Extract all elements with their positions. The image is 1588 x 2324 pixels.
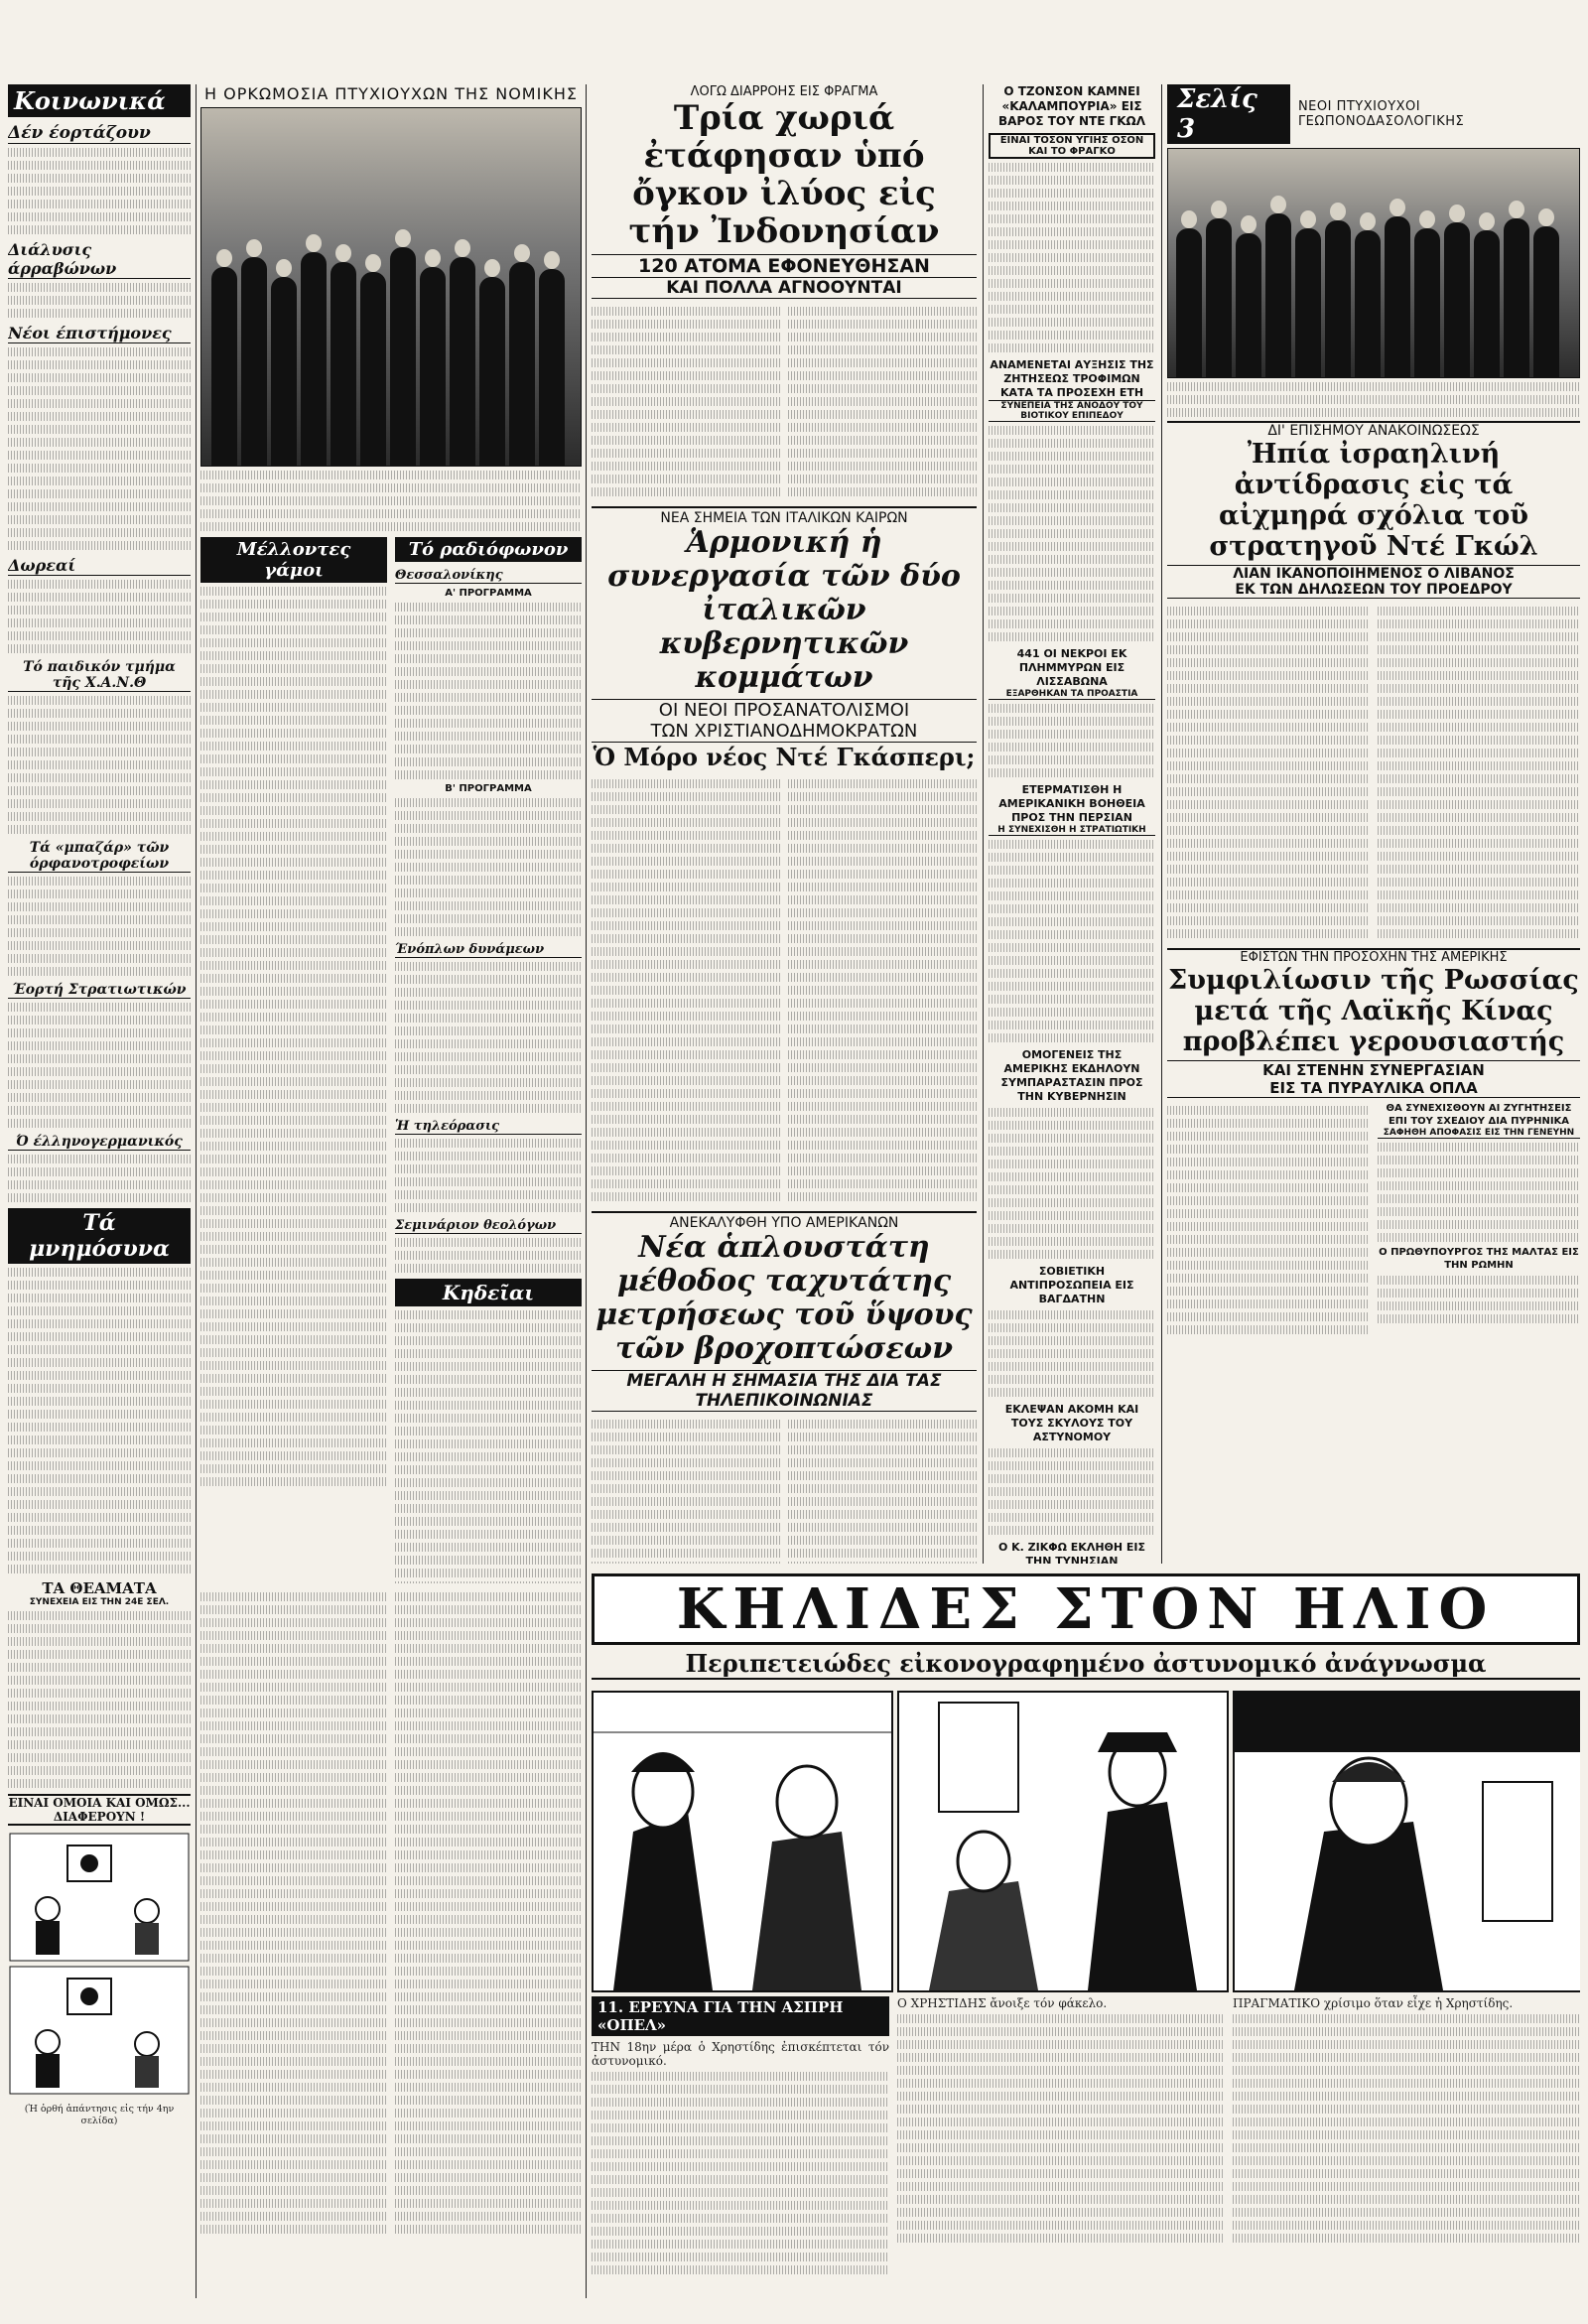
agriculture-photo-title: ΝΕΟΙ ΠΤΥΧΙΟΥΧΟΙ ΓΕΩΠΟΝΟΔΑΣΟΛΟΓΙΚΗΣ — [1297, 99, 1465, 129]
geneva-subcolumn — [1378, 1102, 1580, 1338]
photo-caption — [1167, 382, 1580, 417]
section-weddings: Μέλλοντες γάμοι — [200, 537, 387, 583]
two-subcolumns — [200, 537, 582, 1583]
johnson-headline: Ο ΤΖΟΝΣΟΝ ΚΑΜΝΕΙ «ΚΑΛΑΜΠΟΥΡΙΑ» ΕΙΣ ΒΑΡΟΣ ΤΟΥ ΝΤΕ ΓΚΩΛ — [997, 84, 1146, 128]
text-block — [8, 580, 191, 653]
food-sub: ΣΥΝΕΠΕΙΑ ΤΗΣ ΑΝΟΔΟΥ ΤΟΥ ΒΙΟΤΙΚΟΥ ΕΠΙΠΕΔΟΥ — [989, 400, 1155, 422]
television: Ἡ τηλεόρασις — [395, 1119, 582, 1135]
americas-headline: ΟΜΟΓΕΝΕΙΣ ΤΗΣ ΑΜΕΡΙΚΗΣ ΕΚΔΗΛΟΥΝ ΣΥΜΠΑΡΑΣΤΑΣΙΝ ΠΡΟΣ ΤΗΝ ΚΥΒΕΡΝΗΣΙΝ — [1000, 1048, 1143, 1103]
program-b: Β' ΠΡΟΓΡΑΜΜΑ — [445, 783, 532, 794]
text-block — [395, 1139, 582, 1212]
text-block — [8, 1003, 191, 1128]
section-radio: Τό ραδιόφωνον — [395, 537, 582, 562]
text-block — [200, 1592, 387, 2234]
comic-panel-1-art — [594, 1693, 891, 1990]
comic-text-3 — [1233, 1996, 1580, 2247]
text-block — [395, 798, 582, 936]
text-block — [1378, 1276, 1580, 1323]
text-block — [989, 426, 1155, 641]
photo-caption — [200, 471, 582, 531]
text-block — [8, 148, 191, 234]
russia-deck-2: ΕΙΣ ΤΑ ΠΥΡΑΥΛΙΚΑ ΟΠΛΑ — [1167, 1079, 1580, 1098]
heading-theatres: ΤΑ ΘΕΑΜΑΤΑ — [42, 1579, 157, 1597]
comic-episode-title: 11. ΕΡΕΥΝΑ ΓΙΑ ΤΗΝ ΑΣΠΡΗ «ΟΠΕΛ» — [592, 1996, 889, 2036]
heading-new-scientists: Νέοι έπιστήμονες — [8, 324, 191, 343]
heading-not-celebrating: Δέν έορτάζουν — [8, 123, 191, 144]
text-block — [8, 1155, 191, 1202]
theatres-continued: ΣΥΝΕΧΕΙΑ ΕΙΣ ΤΗΝ 24Ε ΣΕΛ. — [29, 1597, 170, 1607]
armed-forces: Ένόπλων δυνάμεων — [395, 942, 582, 958]
italy-body — [592, 775, 977, 1205]
section-memorial: Τά μνημόσυνα — [8, 1208, 191, 1264]
israel-kicker: ΔΙ' ΕΠΙΣΗΜΟΥ ΑΝΑΚΟΙΝΩΣΕΩΣ — [1167, 421, 1580, 439]
johnson-sub: ΕΙΝΑΙ ΤΟΣΟΝ ΥΓΙΗΣ ΟΣΟΝ ΚΑΙ ΤΟ ΦΡΑΓΚΟ — [989, 133, 1155, 159]
heading-engagements: Διάλυσις άρραβώνων — [8, 240, 191, 279]
text-block — [395, 1310, 582, 1583]
comic-caption-1: ΤΗΝ 18ην μέρα ὁ Χρηστίδης ἐπισκέπτεται τόν ἀστυνομικό. — [592, 2040, 889, 2068]
text-block — [395, 1592, 582, 2234]
text-block — [989, 1310, 1155, 1397]
column-rule — [983, 84, 984, 1564]
us-kicker: ΑΝΕΚΑΛΥΦΘΗ ΥΠΟ ΑΜΕΡΙΚΑΝΩΝ — [592, 1211, 977, 1231]
column-rule — [1161, 84, 1162, 1564]
column-rule — [586, 84, 587, 2298]
comic-caption-3: ΠΡΑΓΜΑΤΙΚΟ χρίσιμο ὅταν εἶχε ἡ Χρηστίδης. — [1233, 1996, 1514, 2010]
food-headline: ΑΝΑΜΕΝΕΤΑΙ ΑΥΞΗΣΙΣ ΤΗΣ ΖΗΤΗΣΕΩΣ ΤΡΟΦΙΜΩΝ ΚΑΤΑ ΤΑ ΠΡΟΣΕΧΗ ΕΤΗ — [990, 358, 1154, 399]
us-body — [592, 1416, 977, 1564]
indonesia-deck-2: ΚΑΙ ΠΟΛΛΑ ΑΓΝΟΟΥΝΤΑΙ — [592, 278, 977, 299]
text-block — [989, 1448, 1155, 1535]
comic-panel-1 — [592, 1691, 893, 1992]
indonesia-deck-1: 120 ΑΤΟΜΑ ΕΦΟΝΕΥΘΗΣΑΝ — [592, 254, 977, 278]
radio-subcolumn — [395, 537, 582, 1583]
page-header — [1167, 84, 1580, 144]
israel-deck-1: ΛΙΑΝ ΙΚΑΝΟΠΟΙΗΜΕΝΟΣ Ο ΛΙΒΑΝΟΣ — [1167, 565, 1580, 582]
heading-military: Έορτή Στρατιωτικών — [8, 982, 191, 999]
dogs-headline: ΕΚΛΕΨΑΝ ΑΚΟΜΗ ΚΑΙ ΤΟΥΣ ΣΚΥΛΟΥΣ ΤΟΥ ΑΣΤΥΝΟΜΟΥ — [1004, 1403, 1139, 1443]
geneva-headline: ΘΑ ΣΥΝΕΧΙΣΘΟΥΝ ΑΙ ΖΥΓΗΤΗΣΕΙΣ ΕΠΙ ΤΟΥ ΣΧΕΔΙΟΥ ΔΙΑ ΠΥΡΗΝΙΚΑ — [1386, 1103, 1572, 1127]
heading-gifts: Δωρεαί — [8, 556, 191, 576]
text-block — [8, 1611, 191, 1788]
text-block — [395, 962, 582, 1113]
seminary: Σεμινάριον θεολόγων — [395, 1218, 582, 1234]
us-deck: ΜΕΓΑΛΗ Η ΣΗΜΑΣΙΑ ΤΗΣ ΔΙΑ ΤΑΣ ΤΗΛΕΠΙΚΟΙΝΩΝΙΑΣ — [592, 1370, 977, 1412]
comic-title: ΚΗΛΙΔΕΣ ΣΤΟΝ ΗΛΙΟ — [592, 1573, 1580, 1645]
page-number-label: Σελίς 3 — [1167, 84, 1290, 144]
comic-text-2 — [897, 1996, 1225, 2247]
malta-headline: Ο ΠΡΩΘΥΠΟΥΡΓΟΣ ΤΗΣ ΜΑΛΤΑΣ ΕΙΣ ΤΗΝ ΡΩΜΗΝ — [1379, 1247, 1579, 1271]
geneva-sub: ΣΑΦΗΘΗ ΑΠΟΦΑΣΙΣ ΕΙΣ ΤΗΝ ΓΕΝΕΥΗΝ — [1378, 1128, 1580, 1139]
text-block — [8, 1268, 191, 1573]
israel-deck-2: ΕΚ ΤΩΝ ΔΗΛΩΣΕΩΝ ΤΟΥ ΠΡΟΕΔΡΟΥ — [1167, 582, 1580, 599]
heading-education: Ό έλληνογερμανικός — [8, 1134, 191, 1151]
indonesia-body — [592, 303, 977, 500]
heading-charity: Τό παιδικόν τμήμα τῆς Χ.Α.Ν.Θ — [8, 659, 191, 692]
cartoon-answer-note: (Ἡ ὀρθή ἀπάντησις εἰς τήν 4ην σελίδα) — [24, 2104, 175, 2126]
comic-text-1 — [592, 1996, 889, 2278]
cartoon-panel-top — [10, 1834, 189, 1961]
indonesia-headline: Τρία χωριά ἐτάφησαν ὑπό ὄγκον ἰλύος εἰς τήν Ἰνδονησίαν — [628, 98, 940, 251]
law-graduates-photo — [200, 107, 582, 467]
russia-headline: Συμφιλίωσιν τῆς Ρωσσίας μετά τῆς Λαϊκῆς Κίνας προβλέπει γερουσιαστής — [1168, 965, 1579, 1057]
comic-strip — [592, 1573, 1580, 2310]
photo-title: Η ΟΡΚΩΜΟΣΙΑ ΠΤΥΧΙΟΥΧΩΝ ΤΗΣ ΝΟΜΙΚΗΣ — [204, 84, 578, 103]
text-block — [395, 1238, 582, 1273]
comic-panel-2-art — [899, 1693, 1227, 1990]
cartoon-panel-bottom — [10, 1967, 189, 2094]
text-block — [8, 696, 191, 834]
russia-deck-1: ΚΑΙ ΣΤΕΝΗΝ ΣΥΝΕΡΓΑΣΙΑΝ — [1167, 1060, 1580, 1079]
agriculture-graduates-photo — [1167, 148, 1580, 378]
us-headline: Νέα ἁπλουστάτη μέθοδος ταχυτάτης μετρήσεως τοῦ ὕψους τῶν βροχοπτώσεων — [596, 1230, 973, 1366]
radio-city: Θεσσαλονίκης — [395, 568, 582, 584]
aid-headline: ΕΤΕΡΜΑΤΙΣΘΗ Η ΑΜΕΡΙΚΑΝΙΚΗ ΒΟΗΘΕΙΑ ΠΡΟΣ ΤΗΝ ΠΕΡΣΙΑΝ — [998, 783, 1145, 824]
law-graduates-column — [200, 84, 582, 1583]
italy-deck-2: ΤΩΝ ΧΡΙΣΤΙΑΝΟΔΗΜΟΚΡΑΤΩΝ — [592, 721, 977, 743]
russia-body — [1167, 1102, 1580, 1338]
italy-deck-3: Ὁ Μόρο νέος Ντέ Γκάσπερι; — [593, 743, 976, 771]
russia-kicker: ΕΦΙΣΤΩΝ ΤΗΝ ΠΡΟΣΟΧΗΝ ΤΗΣ ΑΜΕΡΙΚΗΣ — [1167, 948, 1580, 965]
news-briefs-column — [989, 84, 1155, 1564]
text-block — [395, 603, 582, 779]
floods-sub: ΕΞΑΡΘΗΚΑΝ ΤΑ ΠΡΟΑΣΤΙΑ — [989, 689, 1155, 700]
text-block — [8, 347, 191, 550]
comic-subtitle: Περιπετειώδες εἰκονογραφημένο ἀστυνομικό ἀνάγνωσμα — [592, 1649, 1580, 1680]
comic-panel-3-art — [1235, 1693, 1580, 1990]
text-block — [8, 283, 191, 318]
israel-russia-column — [1167, 84, 1580, 1564]
aid-sub: Η ΣΥΝΕΧΙΣΘΗ Η ΣΤΡΑΤΙΩΤΙΚΗ — [989, 825, 1155, 836]
social-column — [8, 84, 191, 2308]
indonesia-kicker: ΛΟΓΩ ΔΙΑΡΡΟΗΣ ΕΙΣ ΦΡΑΓΜΑ — [690, 84, 878, 99]
text-block — [989, 1108, 1155, 1259]
israel-body — [1167, 603, 1580, 942]
text-block — [8, 877, 191, 976]
column-rule — [196, 84, 197, 2298]
soviet-headline: ΣΟΒΙΕΤΙΚΗ ΑΝΤΙΠΡΟΣΩΠΕΙΑ ΕΙΣ ΒΑΓΔΑΤΗΝ — [1009, 1265, 1134, 1305]
israel-headline: Ἠπία ἰσραηλινή ἀντίδρασις εἰς τά αἰχμηρά σχόλια τοῦ στρατηγοῦ Ντέ Γκώλ — [1209, 439, 1538, 562]
comic-panel-3 — [1233, 1691, 1580, 1992]
weddings-continued — [200, 1588, 387, 2303]
italy-deck-1: ΟΙ ΝΕΟΙ ΠΡΟΣΑΝΑΤΟΛΙΣΜΟΙ — [592, 699, 977, 721]
funerals-continued — [395, 1588, 582, 2303]
section-funerals: Κηδεῖαι — [395, 1279, 582, 1306]
floods-headline: 441 ΟΙ ΝΕΚΡΟΙ ΕΚ ΠΛΗΜΜΥΡΩΝ ΕΙΣ ΛΙΣΣΑΒΩΝΑ — [1016, 647, 1127, 688]
text-block — [989, 840, 1155, 1042]
italy-kicker: ΝΕΑ ΣΗΜΕΙΑ ΤΩΝ ΙΤΑΛΙΚΩΝ ΚΑΙΡΩΝ — [592, 506, 977, 526]
indonesia-italy-column — [592, 84, 977, 1564]
heading-orphanage: Τά «μπαζάρ» τῶν όρφανοτροφείων — [8, 840, 191, 873]
spot-the-difference-cartoon — [8, 1832, 191, 2100]
text-block — [989, 704, 1155, 777]
italy-headline: Ἁρμονική ἡ συνεργασία τῶν δύο ἰταλικῶν κυβερνητικῶν κομμάτων — [607, 525, 961, 695]
program-a: Α' ΠΡΟΓΡΑΜΜΑ — [445, 588, 532, 599]
zikfo-headline: Ο Κ. ΖΙΚΦΩ ΕΚΛΗΘΗ ΕΙΣ ΤΗΝ ΤΥΝΗΣΙΑΝ — [997, 1541, 1146, 1564]
section-social: Κοινωνικά — [8, 84, 191, 117]
comic-panel-2 — [897, 1691, 1229, 1992]
text-block — [1378, 1143, 1580, 1242]
comic-caption-2: Ο ΧΡΗΣΤΙΔΗΣ ἄνοιξε τόν φάκελο. — [897, 1996, 1108, 2010]
text-block — [200, 587, 387, 1486]
weddings-subcolumn — [200, 537, 387, 1583]
comic-puzzle-title: ΕΙΝΑΙ ΟΜΟΙΑ ΚΑΙ ΟΜΩΣ... ΔΙΑΦΕΡΟΥΝ ! — [8, 1796, 191, 1824]
text-block — [989, 163, 1155, 352]
